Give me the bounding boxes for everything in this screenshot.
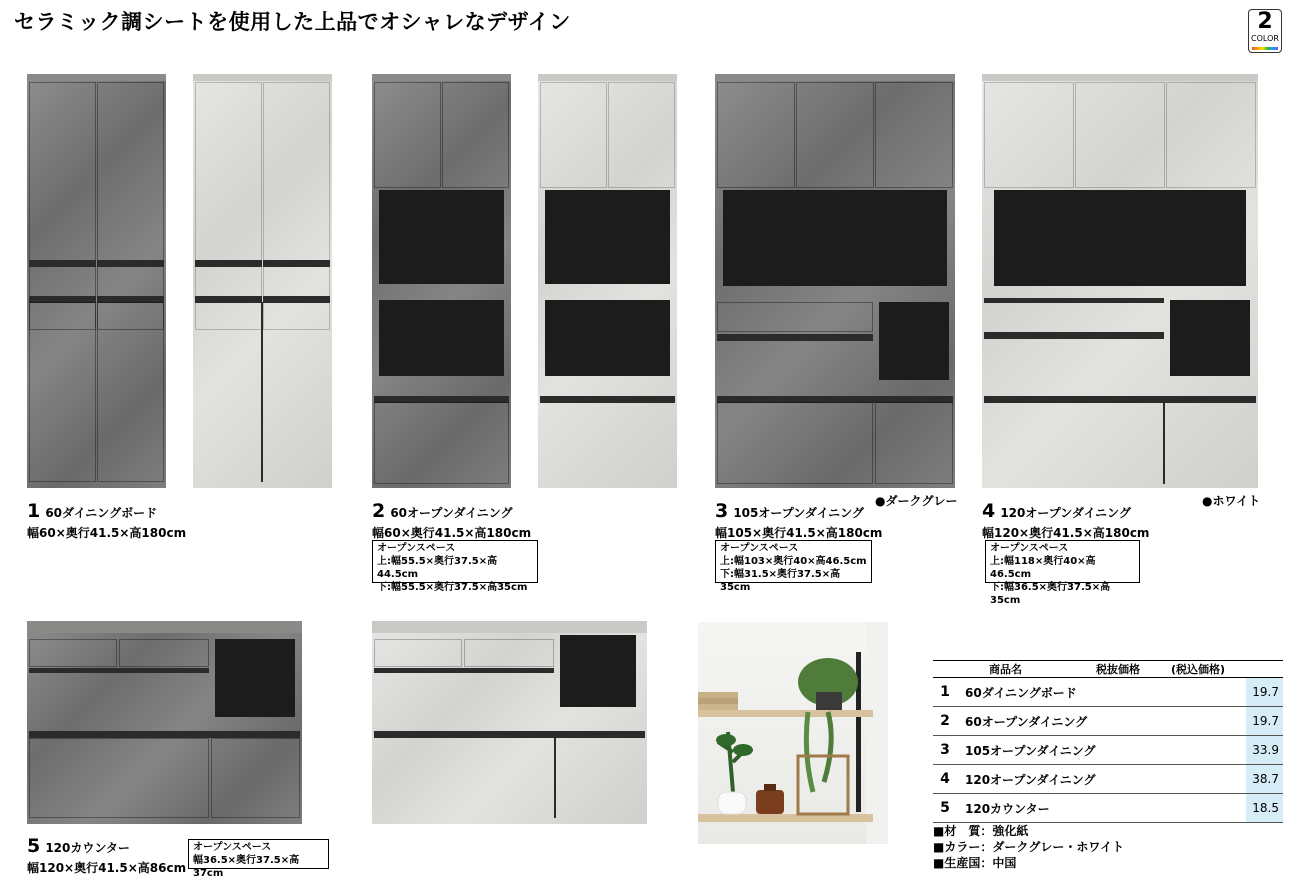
color-count-badge [1248, 9, 1282, 53]
badge-label: COLOR [1251, 34, 1279, 43]
header-tax-included: (税込価格) [1171, 661, 1246, 678]
product-5-caption: 5 120カウンター 幅120×奥行41.5×高86cm [27, 835, 187, 875]
product-5-spec-box: オープンスペース 幅36.5×奥行37.5×高37cm [188, 839, 329, 869]
table-row: 2 60オープンダイニング 19.7 [933, 707, 1283, 736]
product-3-spec-box: オープンスペース 上:幅103×奥行40×高46.5cm 下:幅31.5×奥行37.5×高35cm [715, 540, 872, 583]
badge-number: 2 [1257, 9, 1273, 34]
product-2-dark-cabinet [372, 74, 511, 488]
product-4-spec-box: オープンスペース 上:幅118×奥行40×高46.5cm 下:幅36.5×奥行37.5×高35cm [985, 540, 1140, 583]
product-1-white-cabinet [193, 74, 332, 488]
product-3-caption: 3 105オープンダイニング 幅105×奥行41.5×高180cm [715, 500, 883, 540]
dark-grey-color-label: ●ダークグレー [875, 494, 958, 508]
table-row: 4 120オープンダイニング 38.7 [933, 765, 1283, 794]
header-name: 商品名 [957, 661, 1096, 678]
product-2-spec-box: オープンスペース 上:幅55.5×奥行37.5×高44.5cm 下:幅55.5×奥行37.5×高35cm [372, 540, 538, 583]
material-line: ■材 質：強化紙 [933, 824, 1029, 838]
rainbow-bar-icon [1252, 47, 1278, 50]
table-row: 3 105オープンダイニング 33.9 [933, 736, 1283, 765]
product-5-dark-counter [27, 621, 302, 824]
price-table-header [933, 661, 1283, 678]
white-color-label: ●ホワイト [1202, 494, 1261, 508]
table-row: 1 60ダイニングボード 19.7 [933, 678, 1283, 707]
product-1-caption: 1 60ダイニングボード 幅60×奥行41.5×高180cm [27, 500, 187, 540]
product-5-white-counter [372, 621, 647, 824]
product-1-dark-cabinet [27, 74, 166, 488]
page-title: セラミック調シートを使用した上品でオシャレなデザイン [14, 10, 571, 34]
material-info [933, 823, 1124, 871]
product-2-white-cabinet [538, 74, 677, 488]
product-4-white-cabinet [982, 74, 1258, 488]
color-line: ■カラー：ダークグレー・ホワイト [933, 840, 1124, 854]
table-row: 5 120カウンター 18.5 [933, 794, 1283, 823]
origin-line: ■生産国：中国 [933, 856, 1017, 870]
price-table [933, 660, 1283, 823]
header-tax-excluded: 税抜価格 [1096, 661, 1171, 678]
product-2-caption: 2 60オープンダイニング 幅60×奥行41.5×高180cm [372, 500, 532, 540]
product-4-caption: 4 120オープンダイニング 幅120×奥行41.5×高180cm [982, 500, 1150, 540]
product-3-dark-cabinet [715, 74, 955, 488]
shelf-photo [698, 622, 888, 844]
